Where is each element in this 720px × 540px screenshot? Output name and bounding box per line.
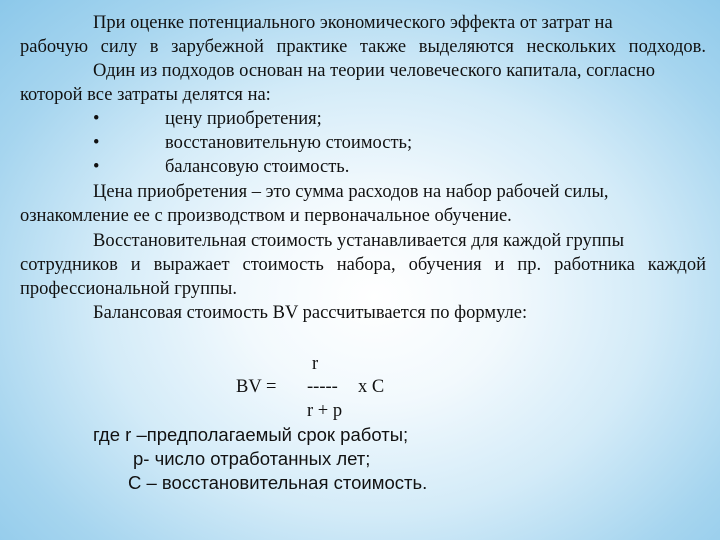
bullet-marker: • (93, 157, 100, 177)
legend-c: С – восстановительная стоимость. (128, 472, 428, 493)
formula-denominator: r + p (307, 401, 343, 421)
bullet-item-2: восстановительную стоимость; (165, 133, 413, 153)
formula-multiplier: x C (358, 377, 385, 397)
paragraph-4-line-2: сотрудников и выражает стоимость набора, обучения и пр. работника каждой (20, 255, 706, 275)
legend-r: где r –предполагаемый срок работы; (93, 424, 409, 445)
paragraph-3-line-1: Цена приобретения – это сумма расходов на набор рабочей силы, (93, 182, 609, 202)
formula-numerator: r (312, 354, 319, 374)
paragraph-2-line-1: Один из подходов основан на теории человеческого капитала, согласно (93, 61, 655, 81)
bullet-marker: • (93, 133, 100, 153)
paragraph-5-line-1: Балансовая стоимость BV рассчитывается по формуле: (93, 303, 528, 323)
legend-p: p- число отработанных лет; (133, 448, 371, 469)
paragraph-4-line-1: Восстановительная стоимость устанавливается для каждой группы (93, 231, 624, 251)
paragraph-2-line-2: которой все затраты делятся на: (20, 85, 271, 105)
paragraph-1-line-2: рабочую силу в зарубежной практике также выделяются нескольких подходов. (20, 37, 706, 57)
formula-lhs: BV = (236, 377, 277, 397)
paragraph-4-line-3: профессиональной группы. (20, 279, 237, 299)
bullet-marker: • (93, 109, 100, 129)
formula-fraction-bar: ----- (307, 377, 338, 397)
paragraph-3-line-2: ознакомление ее с производством и первоначальное обучение. (20, 206, 512, 226)
bullet-item-3: балансовую стоимость. (165, 157, 350, 177)
paragraph-1-line-1: При оценке потенциального экономического эффекта от затрат на (93, 13, 613, 33)
bullet-item-1: цену приобретения; (165, 109, 322, 129)
